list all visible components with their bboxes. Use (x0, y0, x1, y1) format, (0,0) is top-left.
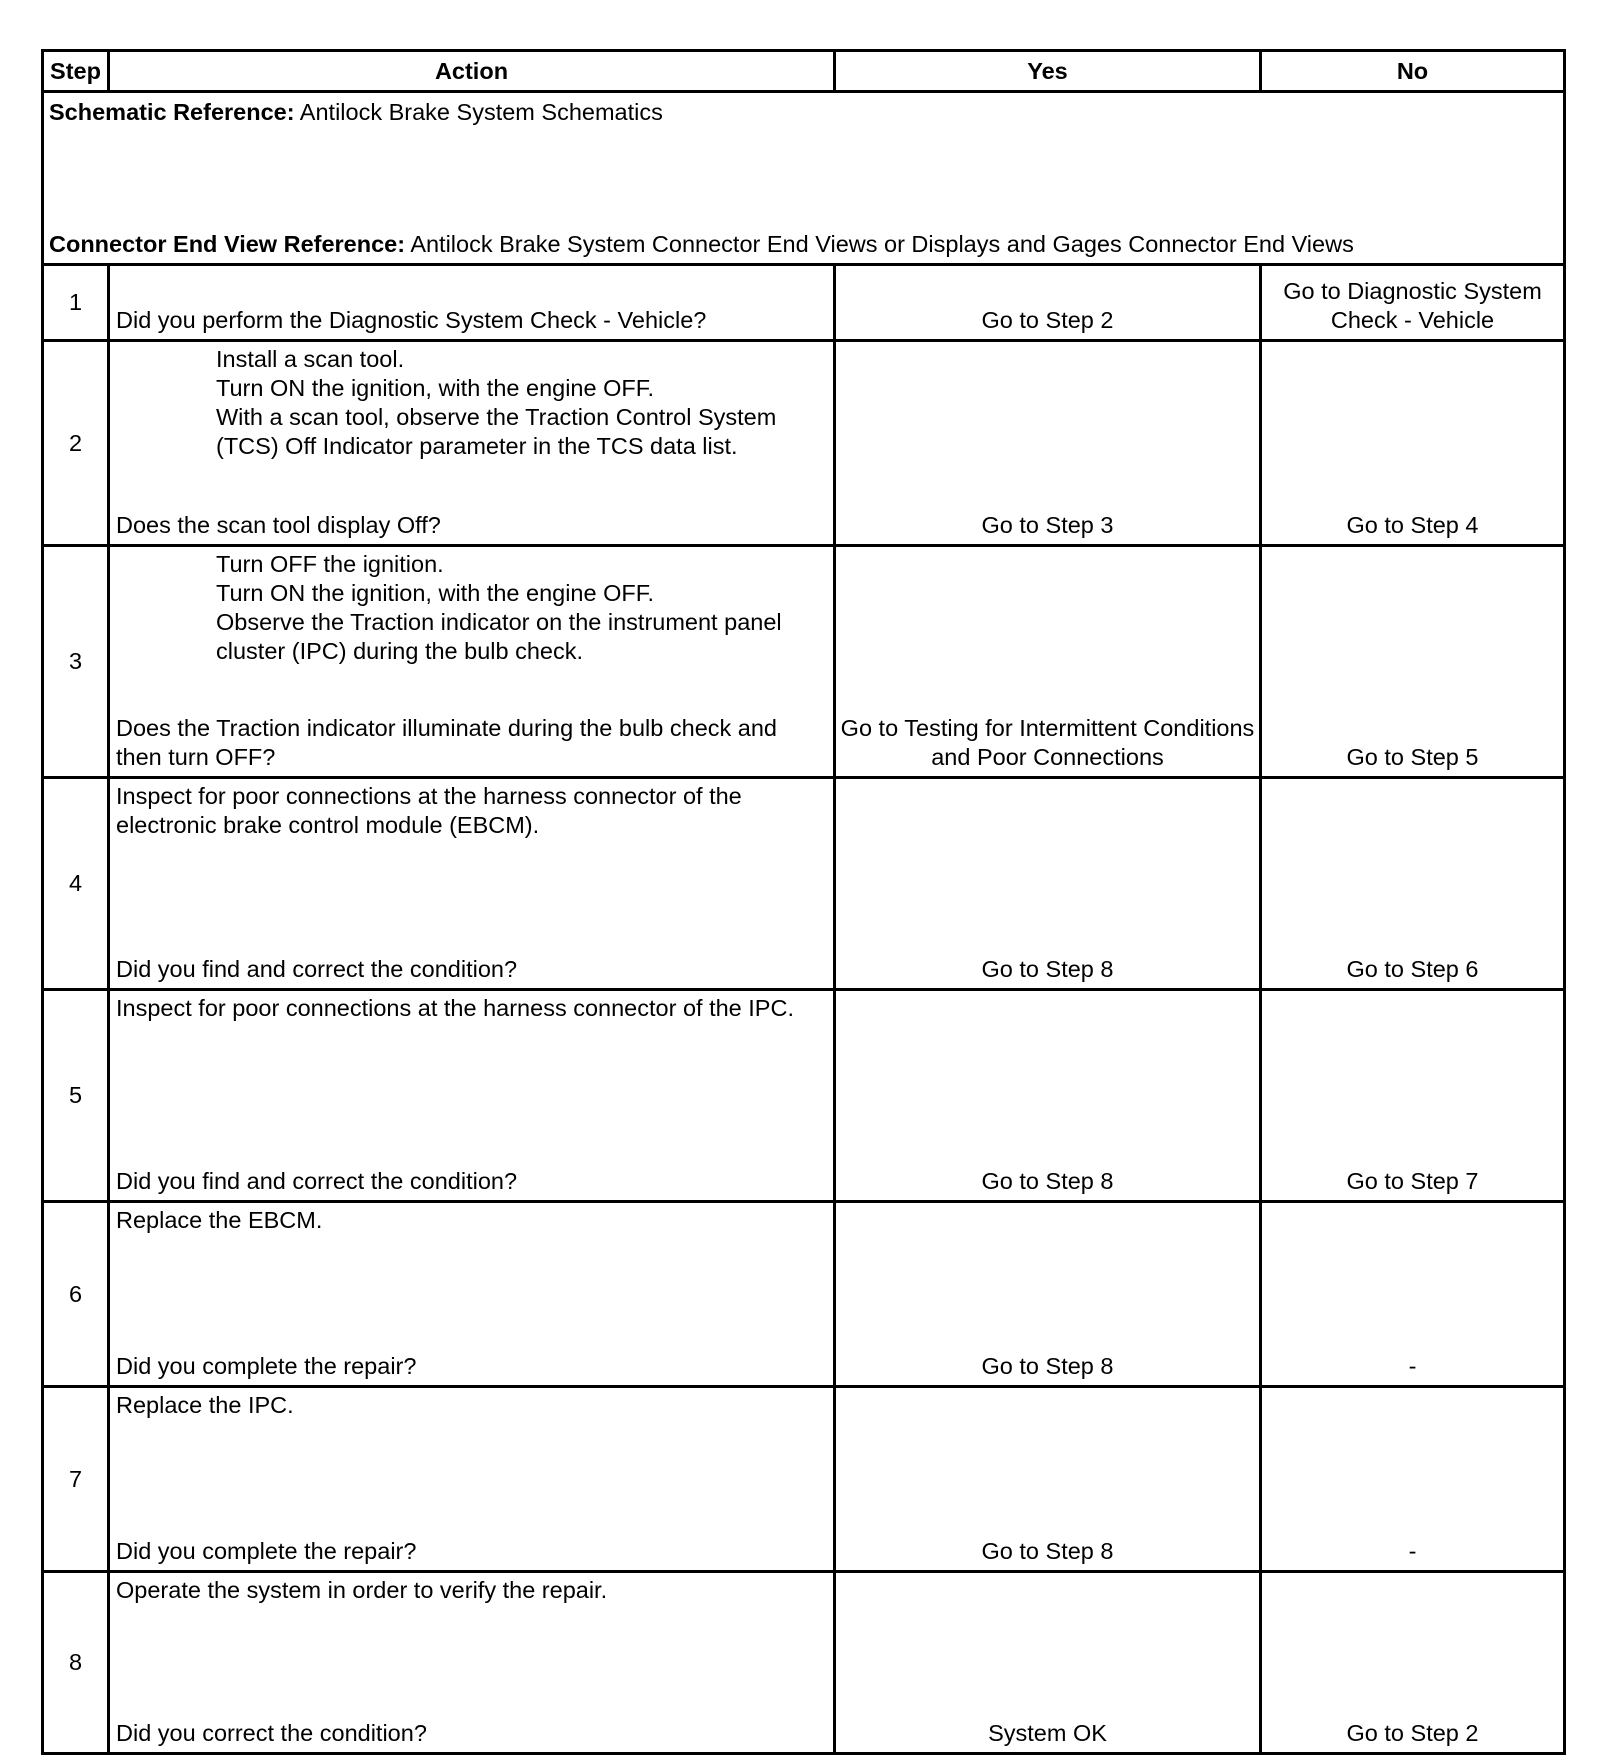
substep-item: Install a scan tool. (216, 346, 405, 372)
connector-reference-text: Antilock Brake System Connector End Views or Displays and Gages Connector End Views (410, 231, 1354, 257)
step-no-result: Go to Step 4 (1261, 341, 1565, 546)
step-instruction-text: Inspect for poor connections at the harness connector of the IPC. (116, 995, 794, 1021)
step-question: Did you find and correct the condition? (116, 1168, 518, 1194)
step-number: 1 (43, 265, 109, 341)
step-instruction-text: Replace the IPC. (116, 1392, 294, 1418)
table-header (43, 51, 1565, 92)
step-yes-result: Go to Testing for Intermittent Conditions and Poor Connections (835, 546, 1261, 778)
step-action (109, 1387, 835, 1572)
substep-list (116, 550, 825, 666)
reference-row (43, 92, 1565, 265)
table-row (43, 1572, 1565, 1754)
reference-cell (43, 92, 1565, 265)
step-instructions (116, 994, 825, 1023)
schematic-reference-label: Schematic Reference: (49, 99, 295, 125)
step-action-content (116, 1576, 825, 1748)
table-row (43, 1387, 1565, 1572)
schematic-reference (49, 98, 663, 127)
substep-item: Turn ON the ignition, with the engine OFF. (216, 580, 655, 606)
step-action (109, 341, 835, 546)
step-instruction-text: Inspect for poor connections at the harness connector of the electronic brake control module (EBCM). (116, 783, 742, 838)
step-yes-result: Go to Step 8 (835, 990, 1261, 1202)
step-number: 4 (43, 778, 109, 990)
step-instruction-text: Operate the system in order to verify the repair. (116, 1577, 608, 1603)
step-instructions (116, 345, 825, 461)
step-yes-result: Go to Step 3 (835, 341, 1261, 546)
step-question: Did you complete the repair? (116, 1353, 417, 1379)
connector-reference-label: Connector End View Reference: (49, 231, 406, 257)
step-instruction-text: Replace the EBCM. (116, 1207, 323, 1233)
step-action-content (116, 345, 825, 540)
table-row (43, 265, 1565, 341)
step-number: 6 (43, 1202, 109, 1387)
step-instructions (116, 1206, 825, 1235)
step-no-result: Go to Step 6 (1261, 778, 1565, 990)
table-row (43, 778, 1565, 990)
step-instructions (116, 1576, 825, 1605)
step-number: 3 (43, 546, 109, 778)
header-action: Action (109, 51, 835, 92)
step-no-result: Go to Step 5 (1261, 546, 1565, 778)
step-action (109, 265, 835, 341)
step-no-result: Go to Diagnostic System Check - Vehicle (1261, 265, 1565, 341)
step-question: Did you complete the repair? (116, 1538, 417, 1564)
step-instructions (116, 782, 825, 840)
substep-item: Observe the Traction indicator on the instrument panel cluster (IPC) during the bulb check. (216, 609, 782, 664)
step-yes-result: System OK (835, 1572, 1261, 1754)
step-number: 8 (43, 1572, 109, 1754)
step-action (109, 1572, 835, 1754)
step-yes-result: Go to Step 8 (835, 778, 1261, 990)
substep-item: With a scan tool, observe the Traction Control System (TCS) Off Indicator parameter in the TCS data list. (216, 404, 777, 459)
step-question: Does the scan tool display Off? (116, 512, 441, 538)
step-action-content (116, 269, 825, 335)
table-row (43, 990, 1565, 1202)
connector-reference (49, 230, 1354, 259)
header-no: No (1261, 51, 1565, 92)
step-instructions (116, 550, 825, 666)
step-question: Did you perform the Diagnostic System Check - Vehicle? (116, 307, 707, 333)
substep-list (116, 345, 825, 461)
table-row (43, 341, 1565, 546)
header-step: Step (43, 51, 109, 92)
step-yes-result: Go to Step 8 (835, 1387, 1261, 1572)
step-question: Did you correct the condition? (116, 1720, 427, 1746)
substep-item: Turn ON the ignition, with the engine OFF. (216, 375, 655, 401)
step-number: 5 (43, 990, 109, 1202)
step-action-content (116, 550, 825, 772)
step-yes-result: Go to Step 2 (835, 265, 1261, 341)
step-instructions (116, 1391, 825, 1420)
step-action-content (116, 1391, 825, 1566)
table-body (43, 92, 1565, 1754)
step-question: Does the Traction indicator illuminate during the bulb check and then turn OFF? (116, 715, 777, 770)
table-row (43, 546, 1565, 778)
step-action-content (116, 782, 825, 984)
step-question: Did you find and correct the condition? (116, 956, 518, 982)
substep-item: Turn OFF the ignition. (216, 551, 444, 577)
step-no-result: Go to Step 2 (1261, 1572, 1565, 1754)
table-row (43, 1202, 1565, 1387)
header-yes: Yes (835, 51, 1261, 92)
diagnostic-table (41, 49, 1566, 1755)
step-yes-result: Go to Step 8 (835, 1202, 1261, 1387)
step-action-content (116, 1206, 825, 1381)
step-action (109, 990, 835, 1202)
step-no-result: - (1261, 1202, 1565, 1387)
step-no-result: Go to Step 7 (1261, 990, 1565, 1202)
step-number: 2 (43, 341, 109, 546)
step-number: 7 (43, 1387, 109, 1572)
step-action (109, 778, 835, 990)
schematic-reference-text: Antilock Brake System Schematics (299, 99, 663, 125)
step-action (109, 1202, 835, 1387)
step-action (109, 546, 835, 778)
step-action-content (116, 994, 825, 1196)
step-no-result: - (1261, 1387, 1565, 1572)
